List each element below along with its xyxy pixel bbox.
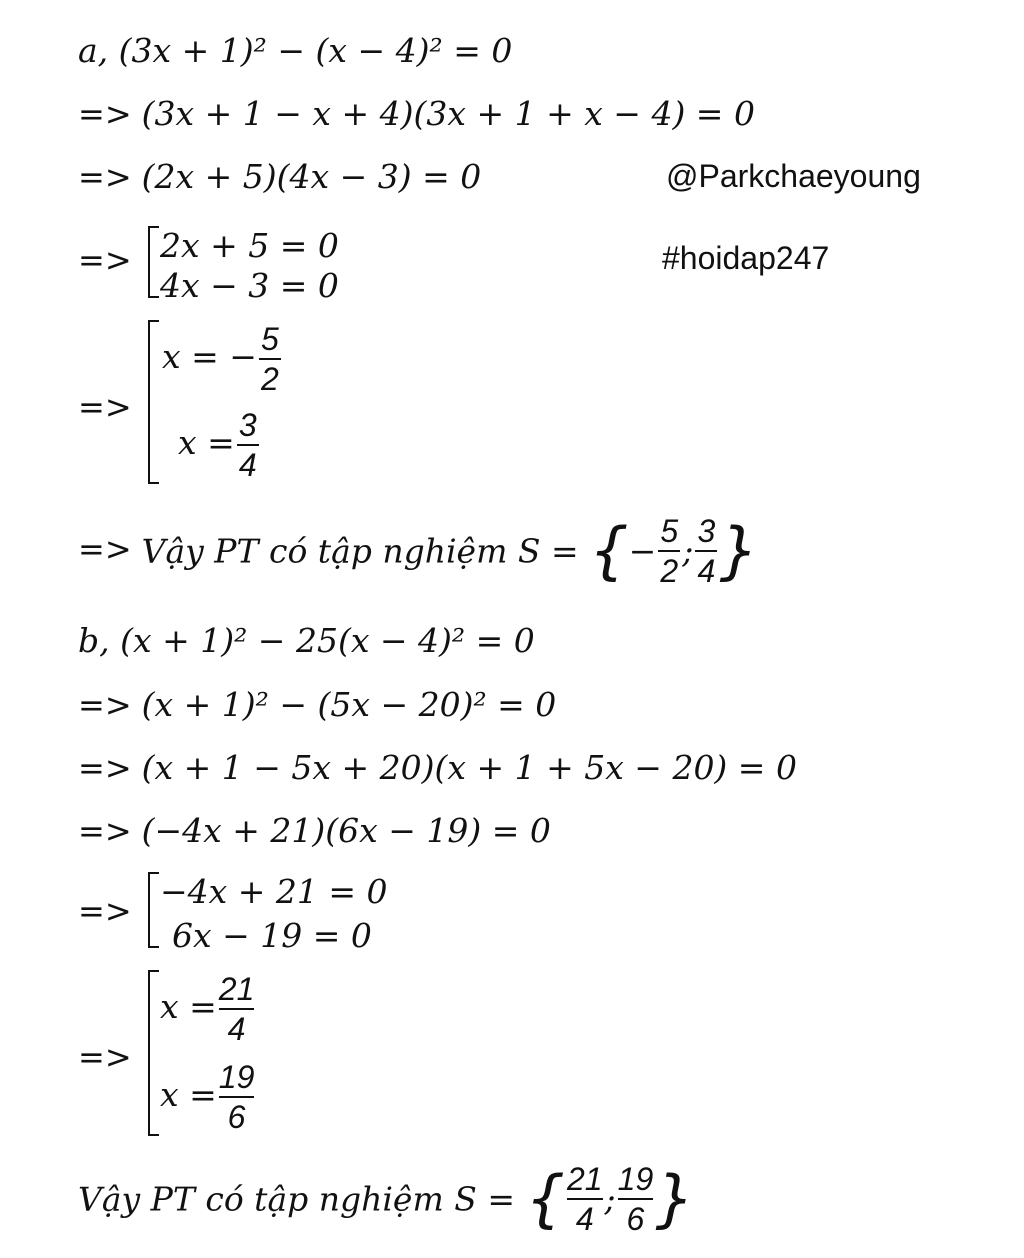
fraction (658, 512, 680, 590)
part-a-solution-2 (178, 406, 261, 484)
hashtag-tag: #hoidap247 (662, 240, 830, 276)
part-b-conclusion (78, 1160, 695, 1238)
part-a-solution-1 (162, 320, 283, 398)
denominator: 4 (238, 447, 257, 483)
part-b-step-simplified-expr: (−4x + 21)(6x − 19) = 0 (141, 811, 551, 850)
fraction (219, 970, 255, 1048)
numerator: 19 (617, 1161, 654, 1197)
part-a-system-eq1: 2x + 5 = 0 (160, 226, 339, 265)
set-separator: ; (682, 531, 694, 571)
implies-arrow: => (78, 530, 132, 568)
part-b-system-eq2: 6x − 19 = 0 (172, 916, 372, 955)
denominator: 4 (697, 553, 716, 589)
part-b-system (148, 872, 398, 955)
numerator: 5 (261, 321, 279, 357)
implies-arrow: => (78, 812, 132, 850)
fraction (237, 406, 259, 484)
solution-bracket (148, 970, 159, 1136)
part-a-solutions (148, 320, 348, 484)
solution-lhs: x = (178, 423, 235, 462)
part-b-system-eq1: −4x + 21 = 0 (160, 872, 388, 911)
implies-arrow: => (78, 95, 132, 133)
part-b-solutions (148, 970, 348, 1136)
numerator: 3 (238, 407, 257, 443)
implies-arrow: => (78, 388, 132, 426)
solution-lhs: x = − (162, 337, 257, 376)
author-tag: @Parkchaeyoung (666, 158, 921, 194)
part-b-step-rewrite-expr: (x + 1)² − (5x − 20)² = 0 (141, 685, 557, 724)
fraction (695, 512, 717, 590)
denominator: 2 (660, 553, 679, 589)
set-brace-open: { (525, 1162, 565, 1235)
part-b-conclusion-text: Vậy PT có tập nghiệm S = (78, 1179, 515, 1219)
solution-lhs: x = (160, 1075, 217, 1114)
part-a-system-eq2: 4x − 3 = 0 (160, 266, 339, 305)
part-a-step-factor (78, 94, 755, 133)
part-a-system-arrow (78, 241, 142, 279)
part-b-step-rewrite (78, 685, 557, 724)
part-a-step-simplified (78, 157, 482, 196)
part-a-step-simplified-expr: (2x + 5)(4x − 3) = 0 (141, 157, 482, 196)
part-a-system (148, 226, 368, 305)
part-b-equation: b, (x + 1)² − 25(x − 4)² = 0 (78, 621, 535, 660)
solution-lhs: x = (160, 987, 217, 1026)
denominator: 2 (261, 361, 279, 397)
set-brace-close: } (719, 514, 759, 587)
system-bracket (148, 226, 159, 298)
denominator: 6 (626, 1201, 645, 1237)
implies-arrow: => (78, 241, 132, 279)
part-b-solution-1 (160, 970, 256, 1048)
part-a-conclusion-text: Vậy PT có tập nghiệm S = (141, 531, 579, 571)
part-b-system-arrow (78, 892, 142, 930)
implies-arrow: => (78, 1038, 132, 1076)
part-a-conclusion (78, 512, 759, 590)
part-b-step-factor-expr: (x + 1 − 5x + 20)(x + 1 + 5x − 20) = 0 (141, 748, 797, 787)
set-minus-sign: − (628, 531, 657, 571)
implies-arrow: => (78, 158, 132, 196)
numerator: 19 (218, 1059, 255, 1095)
fraction (259, 320, 281, 398)
set-separator: ; (604, 1179, 616, 1219)
part-a-solution-arrow (78, 388, 142, 426)
denominator: 4 (575, 1201, 594, 1237)
part-b-step-simplified (78, 811, 551, 850)
set-brace-open: { (589, 514, 629, 587)
numerator: 21 (218, 971, 255, 1007)
implies-arrow: => (78, 749, 132, 787)
numerator: 3 (697, 513, 716, 549)
part-a-equation: a, (3x + 1)² − (x − 4)² = 0 (78, 31, 513, 70)
part-b-solution-2 (160, 1058, 256, 1136)
denominator: 4 (227, 1011, 246, 1047)
numerator: 21 (566, 1161, 603, 1197)
solution-bracket (148, 320, 159, 484)
set-brace-close: } (655, 1162, 695, 1235)
implies-arrow: => (78, 892, 132, 930)
numerator: 5 (660, 513, 679, 549)
part-b-step-factor (78, 748, 797, 787)
fraction (567, 1160, 603, 1238)
part-b-solution-arrow (78, 1038, 142, 1076)
part-a-step-factor-expr: (3x + 1 − x + 4)(3x + 1 + x − 4) = 0 (141, 94, 755, 133)
system-bracket (148, 872, 159, 948)
implies-arrow: => (78, 686, 132, 724)
fraction (219, 1058, 255, 1136)
fraction (618, 1160, 654, 1238)
denominator: 6 (227, 1099, 246, 1135)
